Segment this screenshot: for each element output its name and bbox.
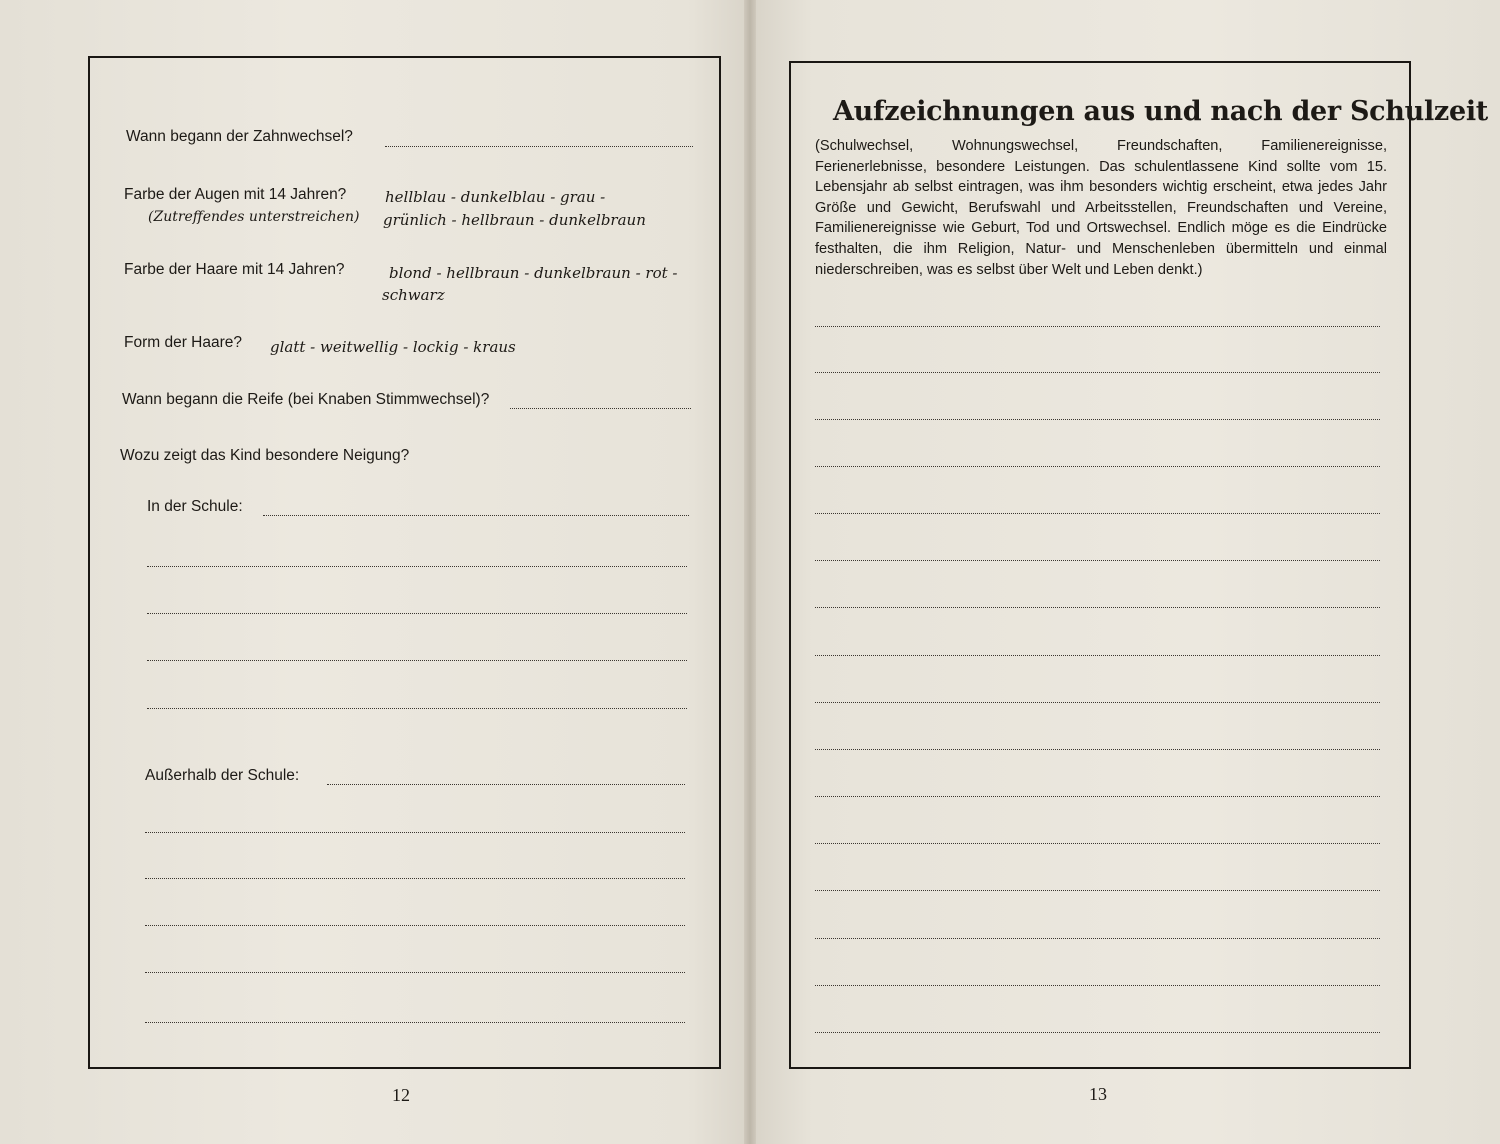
intro-paragraph: (Schulwechsel, Wohnungswechsel, Freundschaften, Familienereignisse, Ferienerlebnisse, besondere Leistungen. Das schulentlassene Kind sollte vom 15. Lebensjahr ab selbst eintragen, was ihm besonders wichtig erscheint, etwa jedes Jahr Größe und Gewicht, Berufswahl und Arbeitsstellen, Freundschaften und Vereine, Familienereignisse wie Geburt, Tod und Ortswechsel. Endlich möge es die Eindrücke festhalten, die ihm Religion, Natur- und Menschenleben übermitteln und einmal niederschreiben, was es selbst über Welt und Leben denkt.) bbox=[815, 138, 1387, 278]
answer-line-schule-2[interactable] bbox=[147, 566, 687, 567]
page-number-left: 12 bbox=[392, 1085, 410, 1105]
augen-options-line2[interactable]: grünlich - hellbraun - dunkelbraun bbox=[383, 211, 646, 229]
answer-line-ausserhalb-4[interactable] bbox=[145, 925, 685, 926]
answer-line-ausserhalb-3[interactable] bbox=[145, 878, 685, 879]
augen-options-line1[interactable]: hellblau - dunkelblau - grau - bbox=[385, 188, 606, 206]
answer-line-schule-3[interactable] bbox=[147, 613, 687, 614]
writing-line-11[interactable] bbox=[815, 796, 1380, 797]
writing-line-6[interactable] bbox=[815, 560, 1380, 561]
writing-line-12[interactable] bbox=[815, 843, 1380, 844]
writing-line-9[interactable] bbox=[815, 702, 1380, 703]
page-number-right: 13 bbox=[1089, 1084, 1107, 1104]
augen-hint: (Zutreffendes unterstreichen) bbox=[148, 209, 360, 225]
answer-line-reife[interactable] bbox=[510, 408, 691, 409]
question-augenfarbe: Farbe der Augen mit 14 Jahren? bbox=[124, 186, 347, 203]
answer-line-ausserhalb-5[interactable] bbox=[145, 972, 685, 973]
writing-line-4[interactable] bbox=[815, 466, 1380, 467]
answer-line-ausserhalb-1[interactable] bbox=[327, 784, 685, 785]
question-haarfarbe: Farbe der Haare mit 14 Jahren? bbox=[124, 261, 345, 278]
page-title: Aufzeichnungen aus und nach der Schulzeit bbox=[833, 96, 1488, 127]
writing-line-15[interactable] bbox=[815, 985, 1380, 986]
writing-line-5[interactable] bbox=[815, 513, 1380, 514]
left-page-frame bbox=[88, 56, 721, 1069]
answer-line-schule-4[interactable] bbox=[147, 660, 687, 661]
book-gutter bbox=[744, 0, 756, 1144]
form-options[interactable]: glatt - weitwellig - lockig - kraus bbox=[270, 338, 516, 356]
haare-options-line2[interactable]: schwarz bbox=[382, 286, 445, 304]
question-haarform: Form der Haare? bbox=[124, 334, 243, 351]
question-zahnwechsel: Wann begann der Zahnwechsel? bbox=[126, 128, 353, 145]
question-neigung: Wozu zeigt das Kind besondere Neigung? bbox=[120, 447, 410, 464]
writing-line-2[interactable] bbox=[815, 372, 1380, 373]
question-reife: Wann begann die Reife (bei Knaben Stimmwechsel)? bbox=[122, 391, 490, 408]
answer-line-ausserhalb-6[interactable] bbox=[145, 1022, 685, 1023]
writing-line-14[interactable] bbox=[815, 938, 1380, 939]
answer-line-schule-1[interactable] bbox=[263, 515, 689, 516]
answer-line-ausserhalb-2[interactable] bbox=[145, 832, 685, 833]
answer-line-zahnwechsel[interactable] bbox=[385, 146, 693, 147]
writing-line-7[interactable] bbox=[815, 607, 1380, 608]
writing-line-13[interactable] bbox=[815, 890, 1380, 891]
writing-line-16[interactable] bbox=[815, 1032, 1380, 1033]
haare-options-line1[interactable]: blond - hellbraun - dunkelbraun - rot - bbox=[389, 264, 678, 282]
label-ausserhalb-der-schule: Außerhalb der Schule: bbox=[145, 767, 300, 784]
label-in-der-schule: In der Schule: bbox=[147, 498, 243, 515]
writing-line-10[interactable] bbox=[815, 749, 1380, 750]
writing-line-1[interactable] bbox=[815, 326, 1380, 327]
writing-line-8[interactable] bbox=[815, 655, 1380, 656]
writing-line-3[interactable] bbox=[815, 419, 1380, 420]
answer-line-schule-5[interactable] bbox=[147, 708, 687, 709]
